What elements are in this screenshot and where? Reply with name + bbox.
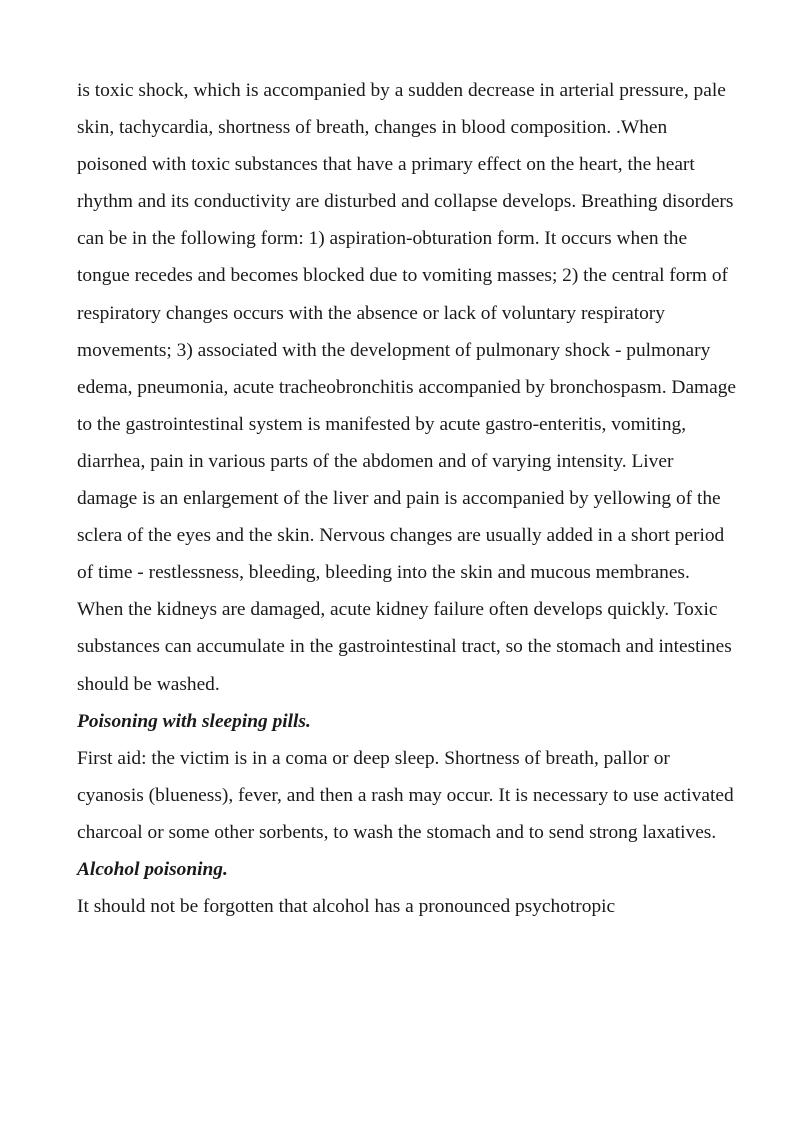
paragraph-toxic-shock: is toxic shock, which is accompanied by a sudden decrease in arterial pressure, pale skin, tachycardia, shortness of breath, changes in blood composition. .When poisoned with toxic substances that have a primary effect on the heart, the heart rhythm and its conductivity are disturbed and collapse develops. Breathing disorders can be in the following form: 1) aspiration-obturation form. It occurs when the tongue recedes and becomes blocked due to vomiting masses; 2) the central form of respiratory changes occurs with the absence or lack of voluntary respiratory movements; 3) associated with the development of pulmonary shock - pulmonary edema, pneumonia, acute tracheobronchitis accompanied by bronchospasm. Damage to the gastrointestinal system is manifested by acute gastro-enteritis, vomiting, diarrhea, pain in various parts of the abdomen and of varying intensity. Liver damage is an enlargement of the liver and pain is accompanied by yellowing of the sclera of the eyes and the skin. Nervous changes are usually added in a short period of time - restlessness, bleeding, bleeding into the skin and mucous membranes.	[77, 80, 737, 584]
paragraph-first-aid: First aid: the victim is in a coma or deep sleep. Shortness of breath, pallor or cyanosis (blueness), fever, and then a rash may occur. It is necessary to use activated charcoal or some other sorbents, to wash the stomach and to send strong laxatives.	[77, 747, 734, 843]
heading-alcohol-poisoning: Alcohol poisoning.	[77, 858, 228, 880]
paragraph-kidneys: When the kidneys are damaged, acute kidney failure often develops quickly. Toxic substances can accumulate in the gastrointestinal tract, so the stomach and intestines should be washed.	[77, 599, 732, 695]
paragraph-alcohol: It should not be forgotten that alcohol has a pronounced psychotropic	[77, 896, 616, 918]
document-body	[77, 72, 737, 925]
heading-sleeping-pills: Poisoning with sleeping pills.	[77, 710, 311, 732]
